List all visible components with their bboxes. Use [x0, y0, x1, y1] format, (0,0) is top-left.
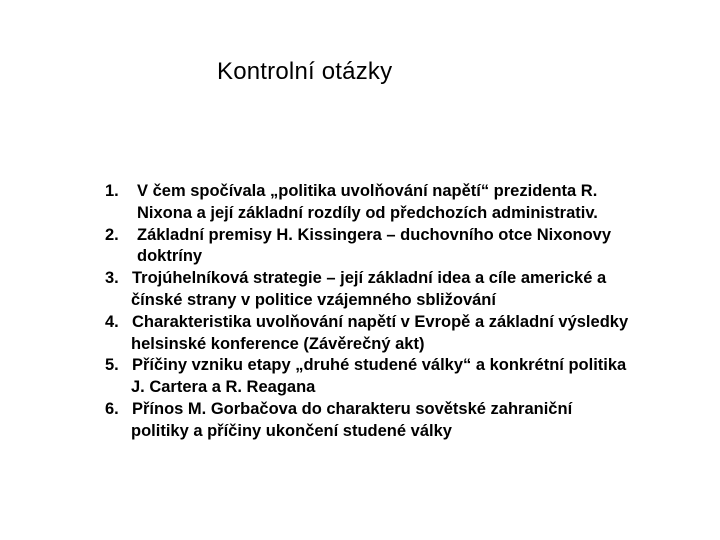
list-item-text: Trojúhelníková strategie – její základní idea a cíle americké a: [132, 269, 607, 288]
question-list: [105, 181, 695, 443]
list-item-text: politiky a příčiny ukončení studené války: [131, 421, 452, 440]
list-item: [105, 399, 695, 443]
list-item: [105, 181, 695, 225]
list-item: [105, 355, 695, 399]
list-item-text: helsinské konference (Závěrečný akt): [131, 334, 425, 353]
list-item-text: Nixona a její základní rozdíly od předchozích administrativ.: [137, 203, 598, 222]
list-item-number: 1.: [105, 182, 119, 200]
list-item-text: V čem spočívala „politika uvolňování napětí“ prezidenta R.: [137, 182, 598, 200]
list-item-number: 3.: [105, 269, 119, 288]
list-item-text: J. Cartera a R. Reagana: [131, 378, 316, 397]
list-item-text: Přínos M. Gorbačova do charakteru sovětské zahraniční: [132, 399, 573, 418]
list-item-number: 6.: [105, 399, 119, 418]
list-item: [105, 268, 695, 312]
slide-title: Kontrolní otázky: [217, 58, 393, 85]
list-item-number: 4.: [105, 312, 119, 331]
list-item-text: Příčiny vzniku etapy „druhé studené války“ a konkrétní politika: [132, 356, 627, 375]
list-item: [105, 225, 695, 269]
list-item-text: Charakteristika uvolňování napětí v Evropě a základní výsledky: [132, 312, 629, 331]
list-item-text: čínské strany v politice vzájemného sbližování: [131, 290, 496, 309]
list-item: [105, 312, 695, 356]
list-item-number: 5.: [105, 356, 119, 375]
list-item-number: 2.: [105, 225, 119, 244]
list-item-text: Základní premisy H. Kissingera – duchovního otce Nixonovy: [137, 225, 612, 244]
list-item-text: doktríny: [137, 247, 203, 266]
